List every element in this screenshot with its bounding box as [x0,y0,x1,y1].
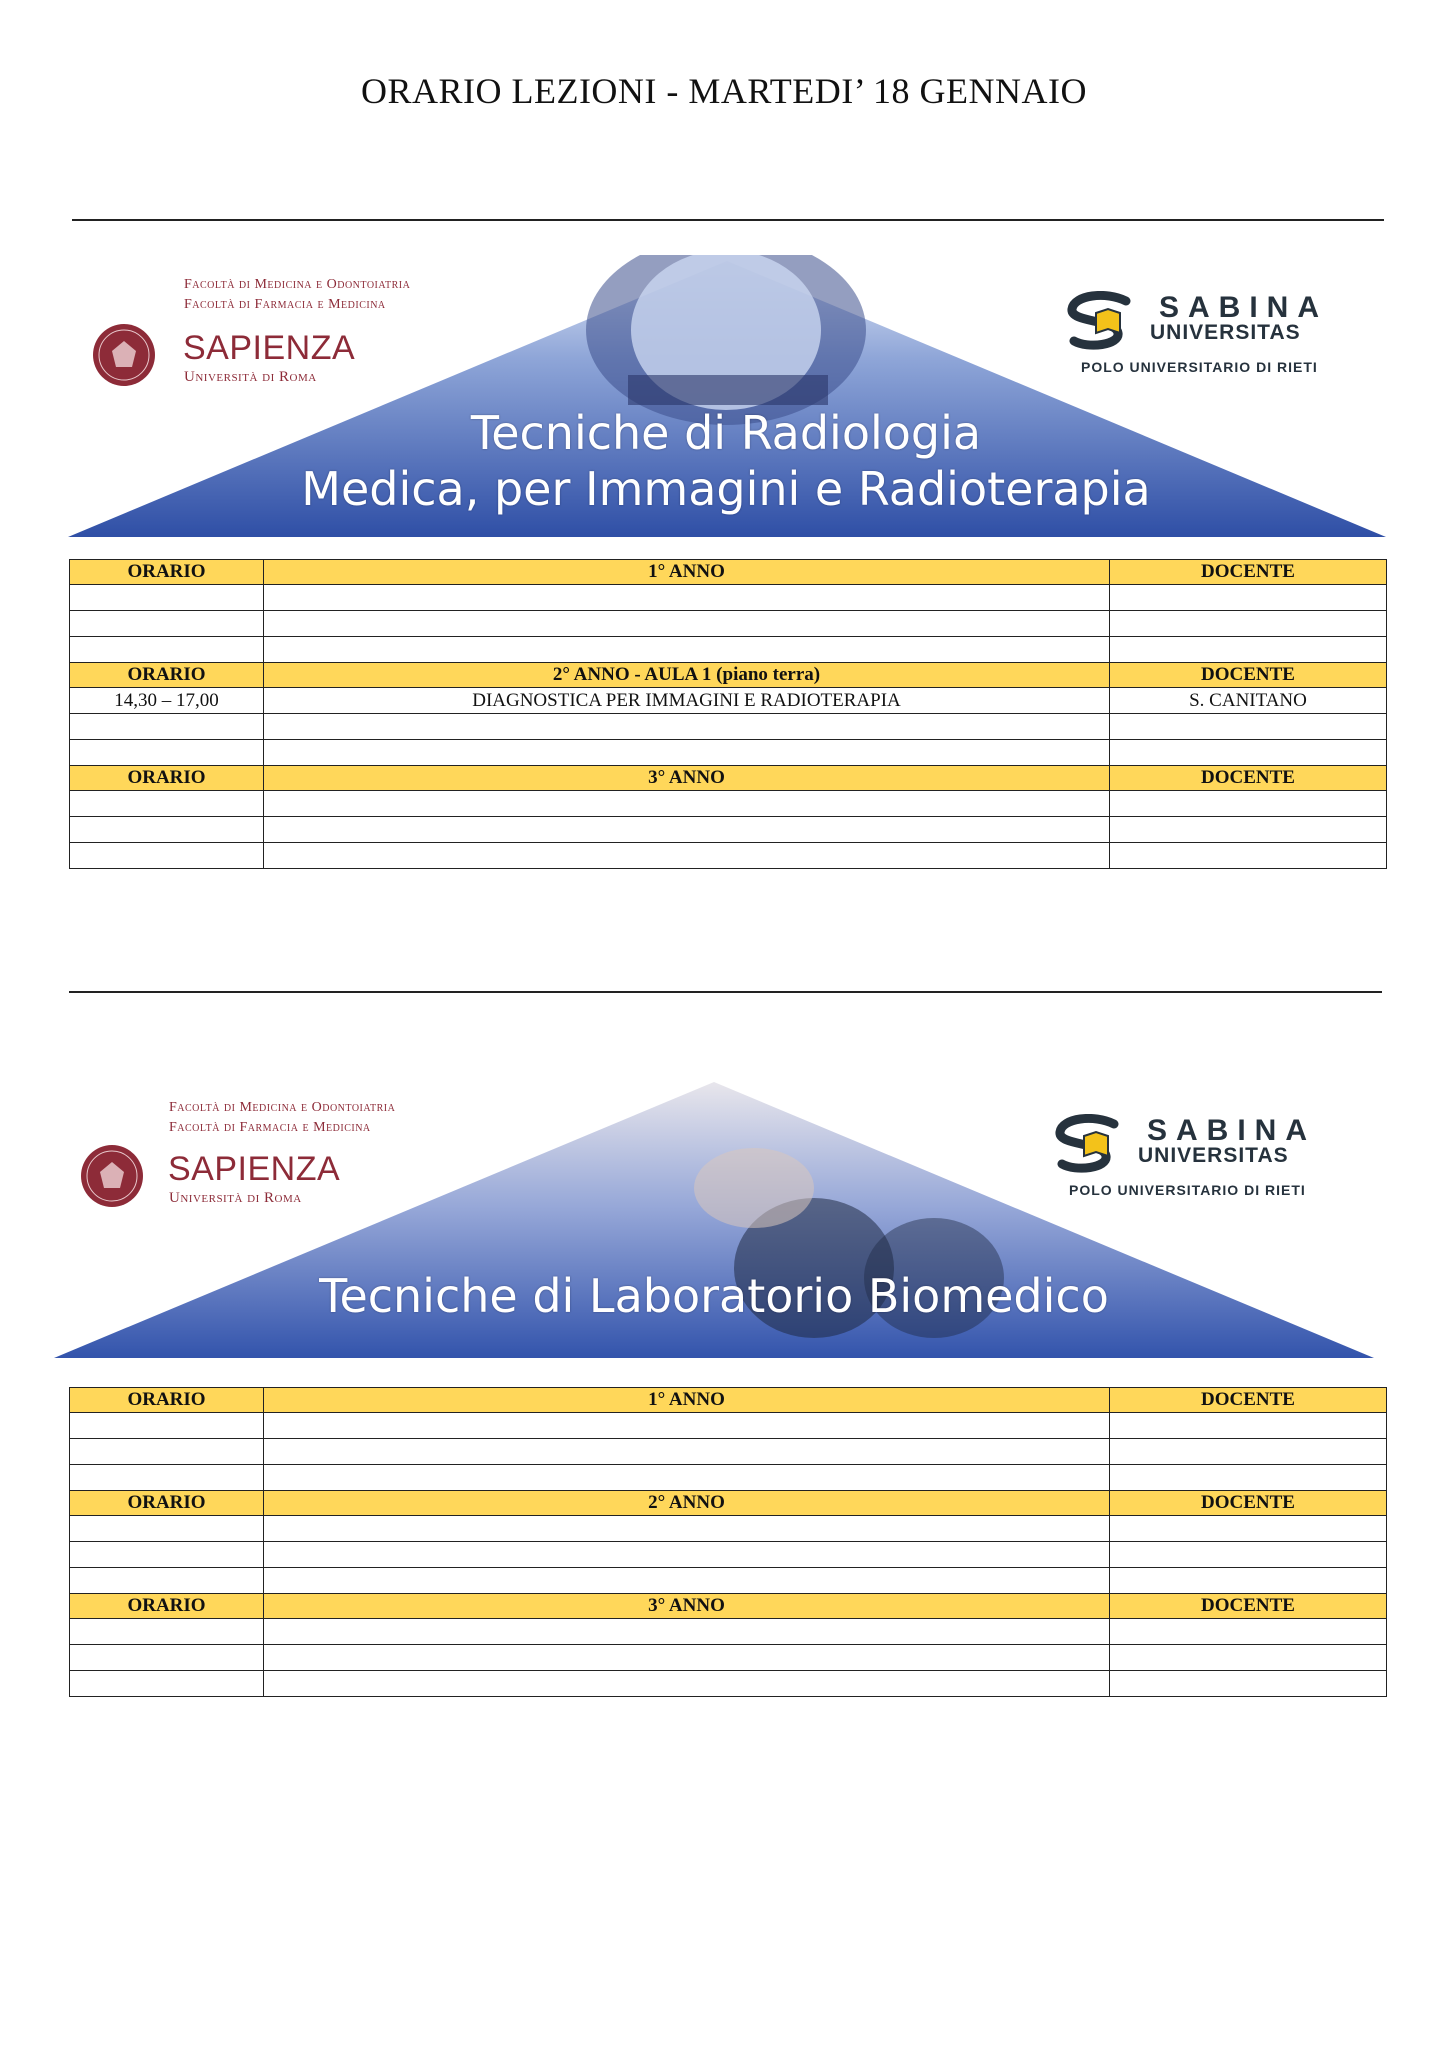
cell [1110,817,1387,843]
header-cell: 3° ANNO [264,766,1110,791]
sabina-subtitle: UNIVERSITAS [1138,1144,1289,1167]
header-cell: ORARIO [70,1594,264,1619]
cell [70,714,264,740]
sabina-name: SABINA [1147,1114,1317,1147]
header-cell: ORARIO [70,560,264,585]
sapienza-subtitle: Università di Roma [184,369,317,385]
header-cell: DOCENTE [1110,663,1387,688]
course-title-line: Tecniche di Radiologia [470,406,982,460]
faculty-line: Facoltà di Farmacia e Medicina [184,297,386,312]
cell [1110,714,1387,740]
cell [1110,740,1387,766]
cell [264,1645,1110,1671]
cell [70,740,264,766]
cell [70,1568,264,1594]
table-header-row [70,663,1387,688]
table-header-row [70,766,1387,791]
cell [264,611,1110,637]
cell [1110,637,1387,663]
cell [264,1568,1110,1594]
header-cell: 3° ANNO [264,1594,1110,1619]
cell [70,637,264,663]
table-row [70,817,1387,843]
table-row [70,714,1387,740]
cell [264,1542,1110,1568]
cell [1110,1568,1387,1594]
cell [70,1671,264,1697]
cell [1110,1465,1387,1491]
table-row [70,1439,1387,1465]
cell [1110,585,1387,611]
table-header-row [70,1388,1387,1413]
table-row [70,1645,1387,1671]
cell [264,1439,1110,1465]
cell [70,791,264,817]
sabina-logo-icon [1054,1114,1126,1174]
cell: DIAGNOSTICA PER IMMAGINI E RADIOTERAPIA [264,688,1110,714]
cell [1110,1542,1387,1568]
cell: 14,30 – 17,00 [70,688,264,714]
sabina-subtitle: UNIVERSITAS [1150,321,1301,344]
cell [70,1619,264,1645]
cell [1110,1645,1387,1671]
cell [264,817,1110,843]
table-header-row [70,1594,1387,1619]
cell [1110,1671,1387,1697]
cell [1110,1439,1387,1465]
table-header-row [70,1491,1387,1516]
divider [72,219,1384,221]
cell [264,1413,1110,1439]
sapienza-seal-icon [92,323,156,387]
sapienza-name: SAPIENZA [168,1150,341,1188]
sapienza-name: SAPIENZA [183,329,356,367]
page-title: ORARIO LEZIONI - MARTEDI’ 18 GENNAIO [360,71,1088,111]
table-row [70,1465,1387,1491]
header-cell: DOCENTE [1110,766,1387,791]
header-cell: DOCENTE [1110,560,1387,585]
table-row [70,688,1387,714]
cell [1110,611,1387,637]
sabina-polo: POLO UNIVERSITARIO DI RIETI [1069,1182,1306,1198]
cell [70,611,264,637]
header-cell: ORARIO [70,766,264,791]
table-row [70,1516,1387,1542]
table-row [70,843,1387,869]
table-row [70,791,1387,817]
header-cell: 1° ANNO [264,1388,1110,1413]
cell [264,1671,1110,1697]
sabina-logo-icon [1066,291,1138,351]
faculty-line: Facoltà di Medicina e Odontoiatria [184,277,411,292]
cell [264,1516,1110,1542]
course-title-line: Tecniche di Laboratorio Biomedico [319,1269,1109,1323]
cell [264,843,1110,869]
cell: S. CANITANO [1110,688,1387,714]
sapienza-subtitle: Università di Roma [169,1190,302,1206]
cell [264,714,1110,740]
table-row [70,1619,1387,1645]
cell [264,1465,1110,1491]
table-row [70,1671,1387,1697]
cell [1110,1413,1387,1439]
cell [70,1645,264,1671]
course-title-line: Medica, per Immagini e Radioterapia [301,462,1151,516]
header-cell: ORARIO [70,663,264,688]
course-title [264,1268,1164,1324]
table-row [70,637,1387,663]
cell [70,1465,264,1491]
cell [264,585,1110,611]
table-row [70,1568,1387,1594]
cell [70,1413,264,1439]
cell [1110,791,1387,817]
header-cell: 2° ANNO - AULA 1 (piano terra) [264,663,1110,688]
cell [70,585,264,611]
header-cell: DOCENTE [1110,1388,1387,1413]
schedule-table-radiologia [69,559,1387,869]
header-cell: DOCENTE [1110,1594,1387,1619]
sabina-name: SABINA [1159,291,1329,324]
cell [264,637,1110,663]
cell [70,1516,264,1542]
table-row [70,1413,1387,1439]
cell [1110,1619,1387,1645]
cell [70,817,264,843]
cell [1110,1516,1387,1542]
table-row [70,585,1387,611]
cell [70,1542,264,1568]
cell [70,843,264,869]
sapienza-seal-icon [80,1144,144,1208]
header-cell: 2° ANNO [264,1491,1110,1516]
table-row [70,611,1387,637]
table-row [70,740,1387,766]
header-cell: ORARIO [70,1388,264,1413]
table-row [70,1542,1387,1568]
cell [70,1439,264,1465]
cell [1110,843,1387,869]
sabina-polo: POLO UNIVERSITARIO DI RIETI [1081,359,1318,375]
table-header-row [70,560,1387,585]
header-cell: ORARIO [70,1491,264,1516]
cell [264,791,1110,817]
course-banner-laboratorio [54,1078,1374,1360]
cell [264,740,1110,766]
cell [264,1619,1110,1645]
header-cell: DOCENTE [1110,1491,1387,1516]
schedule-table-laboratorio [69,1387,1387,1697]
header-cell: 1° ANNO [264,560,1110,585]
divider [69,991,1382,993]
course-banner-radiologia [68,255,1386,540]
faculty-line: Facoltà di Medicina e Odontoiatria [169,1100,396,1115]
faculty-line: Facoltà di Farmacia e Medicina [169,1120,371,1135]
course-title [276,405,1176,517]
